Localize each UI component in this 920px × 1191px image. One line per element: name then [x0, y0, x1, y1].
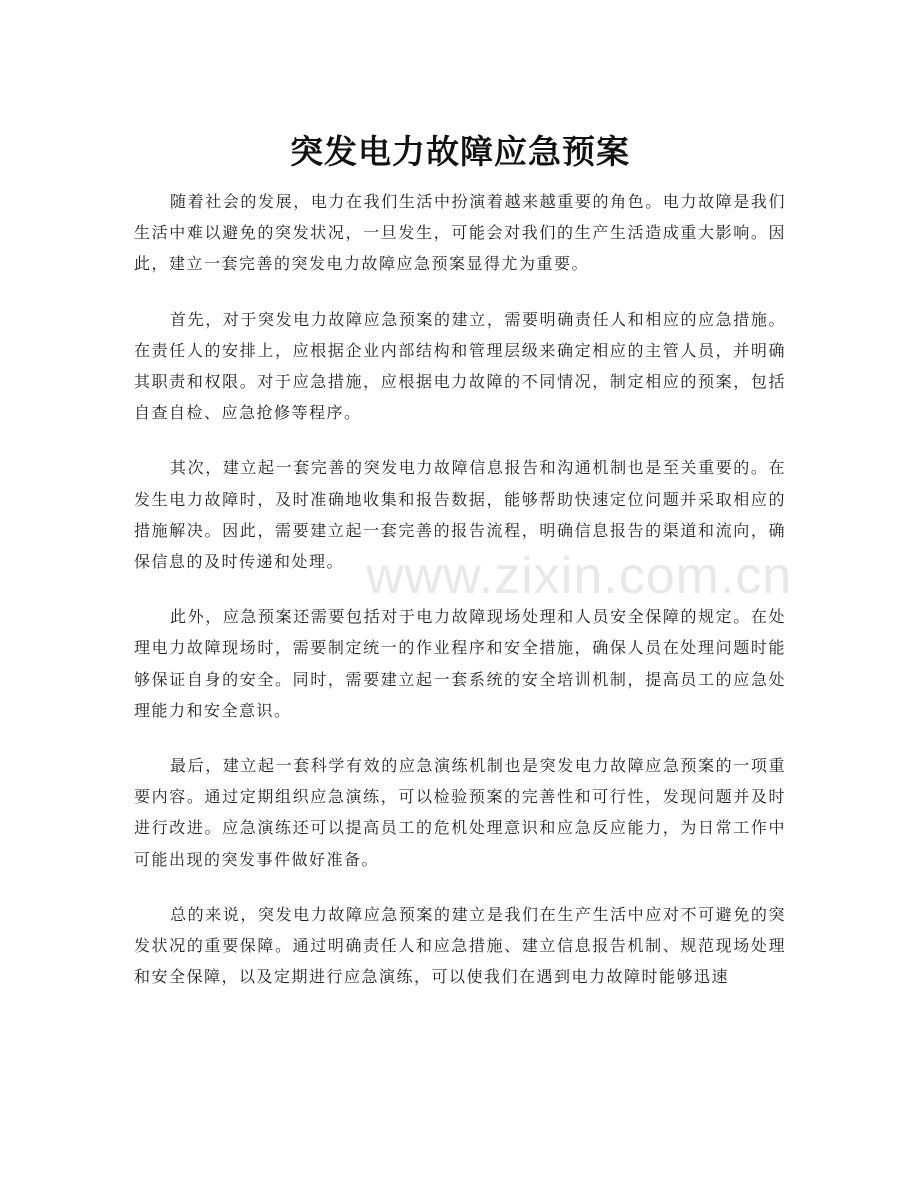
paragraph-5: 最后，建立起一套科学有效的应急演练机制也是突发电力故障应急预案的一项重要内容。通过定期组织应急演练，可以检验预案的完善性和可行性，发现问题并及时进行改进。应急演练还可以提高员工的危机处理意识和应急反应能力，为日常工作中可能出现的突发事件做好准备。: [134, 756, 786, 869]
paragraph-3: 其次，建立起一套完善的突发电力故障信息报告和沟通机制也是至关重要的。在发生电力故障时，及时准确地收集和报告数据，能够帮助快速定位问题并采取相应的措施解决。因此，需要建立起一套完善的报告流程，明确信息报告的渠道和流向，确保信息的及时传递和处理。: [134, 458, 786, 572]
document-title: 突发电力故障应急预案: [290, 132, 630, 172]
paragraph-6: 总的来说，突发电力故障应急预案的建立是我们在生产生活中应对不可避免的突发状况的重要保障。通过明确责任人和应急措施、建立信息报告机制、规范现场处理和安全保障，以及定期进行应急演练，可以使我们在遇到电力故障时能够迅速: [134, 904, 786, 987]
document-body: [134, 186, 786, 1016]
paragraph-1: 随着社会的发展，电力在我们生活中扮演着越来越重要的角色。电力故障是我们生活中难以避免的突发状况，一旦发生，可能会对我们的生产生活造成重大影响。因此，建立一套完善的突发电力故障应急预案显得尤为重要。: [134, 192, 786, 274]
watermark: www.zixin.com.cn: [366, 547, 793, 605]
paragraph-4: 此外，应急预案还需要包括对于电力故障现场处理和人员安全保障的规定。在处理电力故障现场时，需要制定统一的作业程序和安全措施，确保人员在处理问题时能够保证自身的安全。同时，需要建立起一套系统的安全培训机制，提高员工的应急处理能力和安全意识。: [134, 607, 786, 720]
paragraph-2: 首先，对于突发电力故障应急预案的建立，需要明确责任人和相应的应急措施。在责任人的安排上，应根据企业内部结构和管理层级来确定相应的主管人员，并明确其职责和权限。对于应急措施，应根据电力故障的不同情况，制定相应的预案，包括自查自检、应急抢修等程序。: [134, 309, 786, 423]
